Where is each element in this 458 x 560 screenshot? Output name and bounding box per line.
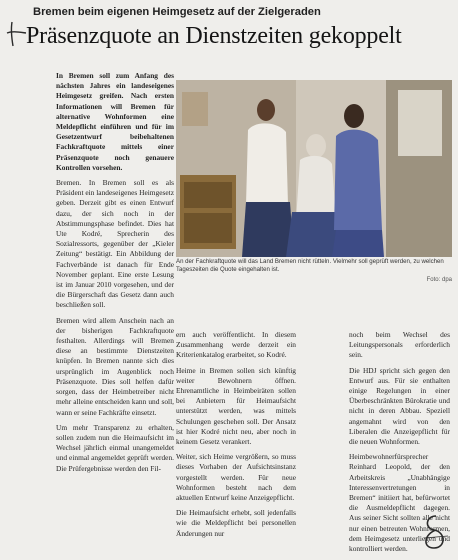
article-column-2 <box>176 330 296 556</box>
photo-credit: Foto: dpa <box>426 277 452 283</box>
article-paragraph: Bremen. In Bremen soll es als Präsident ein landeseigenes Heimgesetz geben. Derzeit gibt es einen Entwurf dazu, der sich noch in der Abstimmungsphase befindet. Dies hat Ute Kodré, Sprecherin des Sozialressorts, gegenüber der „Kieler Zeitung“ bestätigt. Ein Abbildung der Fachverbände ist danach für Ende November geplant. Eine erste Lesung ist im Januar 2010 vorgesehen, und der die Bürgerschaft das Gesetz dann auch beschließen soll. <box>56 178 174 310</box>
article-paragraph: Heimbewohnerfürsprecher Reinhard Leopold, der den Arbeitskreis „Unabhängige Interessenvertretungen in Bremen“ initiiert hat, befürwortet die Ausmeldepflicht dagegen. Aus seiner Sicht sollten alle nicht nur einen betreuten Wohnformen, dem Heimgesetz unterliegen und kontrolliert werden. <box>349 452 450 554</box>
article-paragraph: Die Heimaufsicht erhebt, soll jedenfalls wie die Meldepflicht bei personellen Änderungen nur <box>176 508 296 538</box>
article-paragraph: Weiter, sich Heime vergrößern, so muss dieses Vorhaben der Aufsichtsinstanz vorgestellt werden. Für neue Wohnformen besteht nach dem aktuellen Entwurf keine Anzeigepflicht. <box>176 452 296 503</box>
nursing-home-photo <box>176 80 452 257</box>
article-paragraph: Die HDJ spricht sich gegen den Entwurf aus. Für sie enthalten einige Regelungen in einer Überbeschränkten Bürokratie und nicht in deren Abbau. Speziell angemahnt wird von den Liberalen die Anzeigepflicht für die neuen Wohnformen. <box>349 365 450 447</box>
article-lead: In Bremen soll zum Anfang des nächsten Jahres ein landeseigenes Heimgesetz greifen. Nach ersten Informationen will Bremen für alternative Wohnformen eine Meldepflicht einführen und für im Gesetzentwurf beibehaltenen Fachkraftquote mittels einer Präsenzquote noch genauere Kontrollen vorsehen. <box>56 71 174 172</box>
article-kicker: Bremen beim eigenen Heimgesetz auf der Zielgeraden <box>33 6 321 18</box>
article-headline: Präsenzquote an Dienstzeiten gekoppelt <box>26 23 402 49</box>
article-paragraph: Um mehr Transparenz zu erhalten, sollen zudem nun die Heimaufsicht im Wechsel jährlich einmal unangemeldet und einmal angemeldet geprüft werden. Die Prüfergebnisse werden den Fil- <box>56 422 174 473</box>
article-paragraph: Bremen wird allem Anschein nach an der bisherigen Fachkraftquote festhalten. Allerdings will Bremen diese an bestimmte Dienstzeiten knüpfen. In Bremen nannte sich dies ursprünglich im Augenblick noch Präsenzquote. Dies soll helfen dafür sorgen, dass der Heimbetreiber nicht mehr alleine entscheiden kann und soll, wann er seine Fachkräfte einsetzt. <box>56 315 174 417</box>
article-column-1 <box>56 71 174 557</box>
handwritten-mark-icon <box>6 20 28 50</box>
article-paragraph: Heime in Bremen sollen sich künftig weiter Bewohnern öffnen. Ehrenamtliche in Heimbeiräten sollen bei Anbietern für Heimaufsicht unterstützt werden, was mittels Schulungen geschehen soll. Der Ansatz ist hier Kodré nicht neu, aber noch in keinem Gesetz verankert. <box>176 365 296 447</box>
article-paragraph: ern auch veröffentlicht. In diesem Zusammenhang werde derzeit ein Kriterienkatalog erarbeitet, so Kodré. <box>176 330 296 360</box>
photo-caption: An der Fachkraftquote will das Land Bremen nicht rütteln. Vielmehr soll geprüft werden, zu welchen Tageszeiten die Quote eingehalten ist. <box>176 258 444 274</box>
article-paragraph: noch beim Wechsel des Leitungspersonals erforderlich sein. <box>349 330 450 360</box>
handwritten-page-mark <box>416 510 454 554</box>
article-photo <box>176 80 452 257</box>
